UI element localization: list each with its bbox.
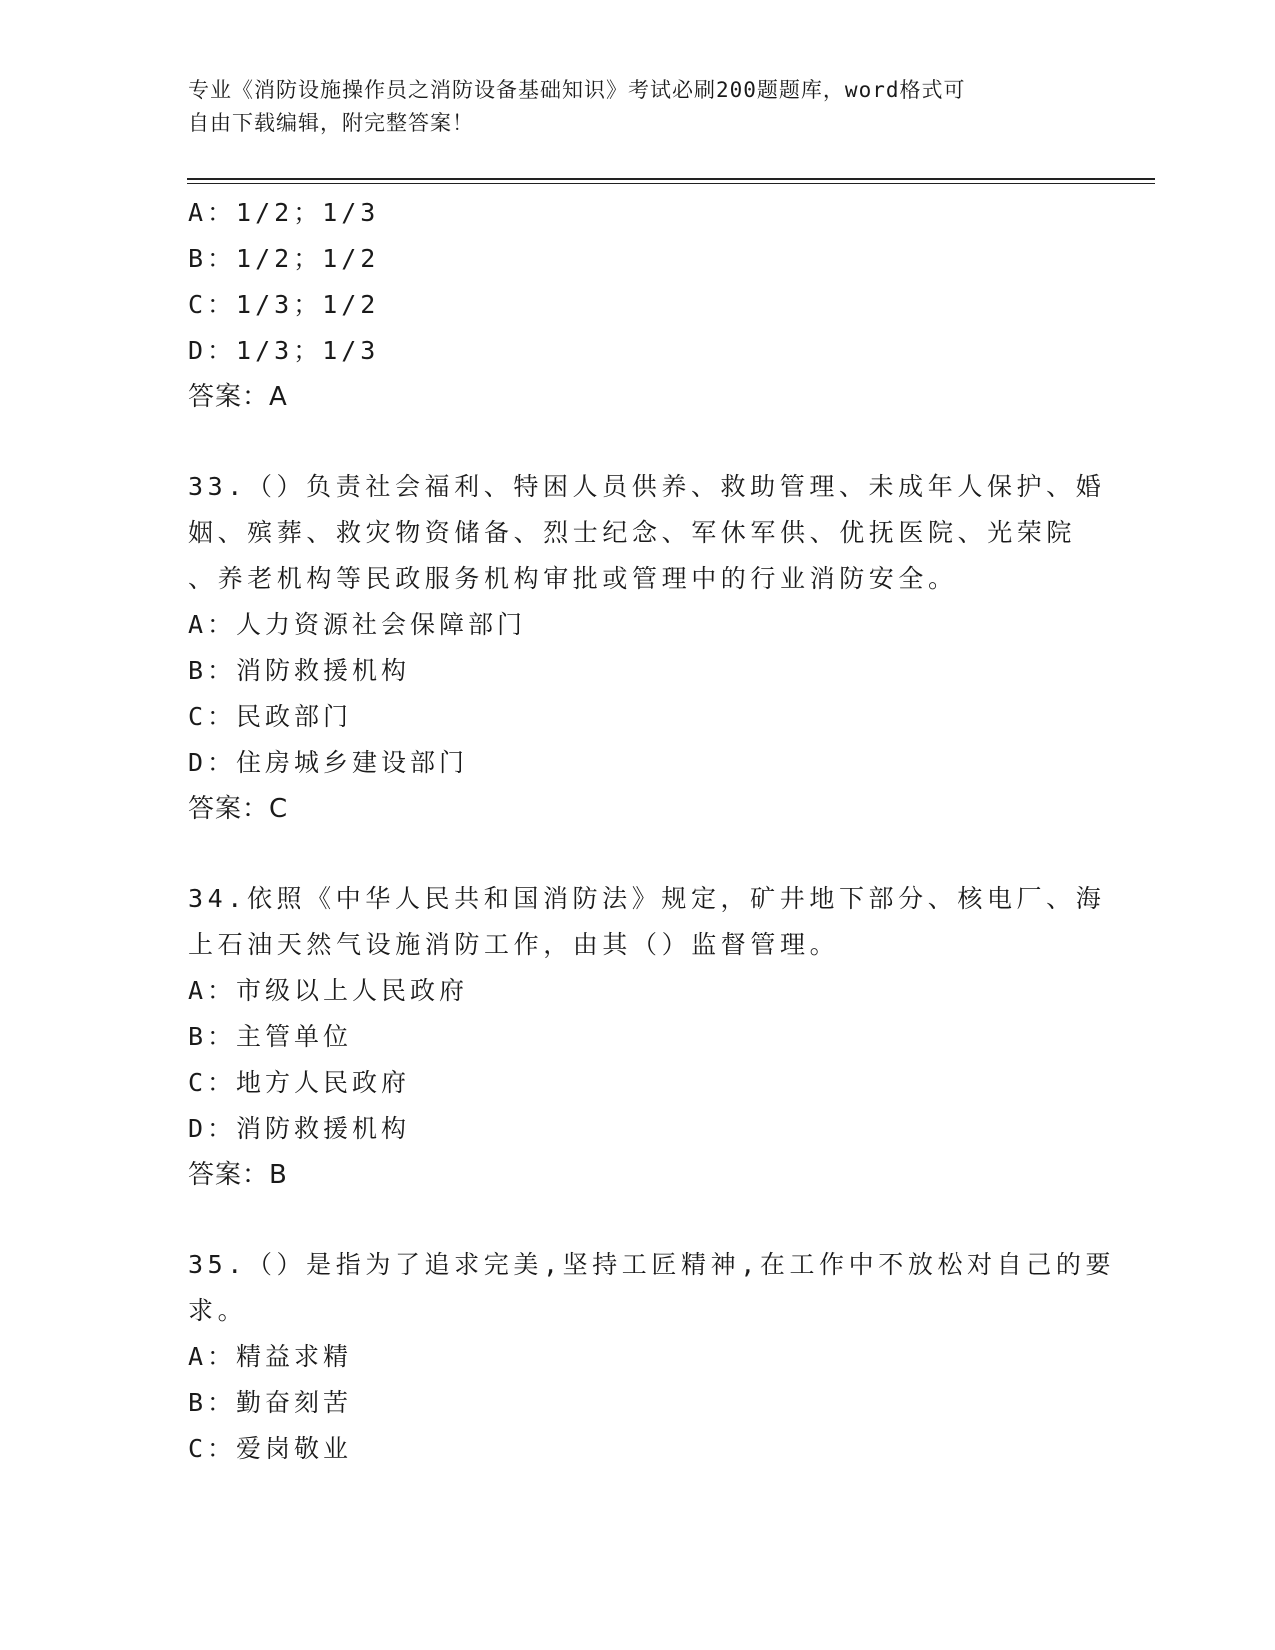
question-text [188,876,1106,968]
question-32 [188,190,1088,420]
option-b: B：勤奋刻苦 [188,1388,353,1417]
option-a: A：市级以上人民政府 [188,976,469,1005]
header-line-1: 专业《消防设施操作员之消防设备基础知识》考试必刷200题题库，word格式可 [188,78,966,102]
option-a: A：人力资源社会保障部门 [188,610,527,639]
question-text-line: 35.（）是指为了追求完美,坚持工匠精神,在工作中不放松对自己的要 [188,1250,1116,1279]
question-text-line: 、养老机构等民政服务机构审批或管理中的行业消防安全。 [188,564,958,593]
question-33 [188,464,1106,832]
question-text-line: 姻、殡葬、救灾物资储备、烈士纪念、军休军供、优抚医院、光荣院 [188,518,1077,547]
question-text-line: 上石油天然气设施消防工作，由其（）监督管理。 [188,930,840,959]
question-35 [188,1242,1116,1472]
option-c: C：民政部门 [188,702,353,731]
answer-line: 答案：C [188,794,289,824]
option-d: D：消防救援机构 [188,1114,411,1143]
answer-line: 答案：B [188,1160,288,1190]
header-line-2: 自由下载编辑，附完整答案！ [188,111,474,135]
question-text-line: 求。 [188,1296,248,1325]
option-d: D：1/3；1/3 [188,336,380,365]
option-b: B：消防救援机构 [188,656,411,685]
question-text-line: 33.（）负责社会福利、特困人员供养、救助管理、未成年人保护、婚 [188,472,1106,501]
answer-line: 答案：A [188,382,288,412]
option-b: B：主管单位 [188,1022,353,1051]
option-c: C：爱岗敬业 [188,1434,353,1463]
question-text [188,1242,1116,1334]
option-c: C：1/3；1/2 [188,290,380,319]
option-d: D：住房城乡建设部门 [188,748,469,777]
option-a: A：1/2；1/3 [188,198,380,227]
question-34 [188,876,1106,1198]
header-divider-thick [187,178,1155,180]
option-b: B：1/2；1/2 [188,244,380,273]
option-c: C：地方人民政府 [188,1068,411,1097]
page-header [188,74,1088,140]
question-text-line: 34.依照《中华人民共和国消防法》规定，矿井地下部分、核电厂、海 [188,884,1106,913]
question-list [188,190,1116,1472]
option-a: A：精益求精 [188,1342,353,1371]
header-divider-thin [187,183,1155,184]
question-text [188,464,1106,602]
